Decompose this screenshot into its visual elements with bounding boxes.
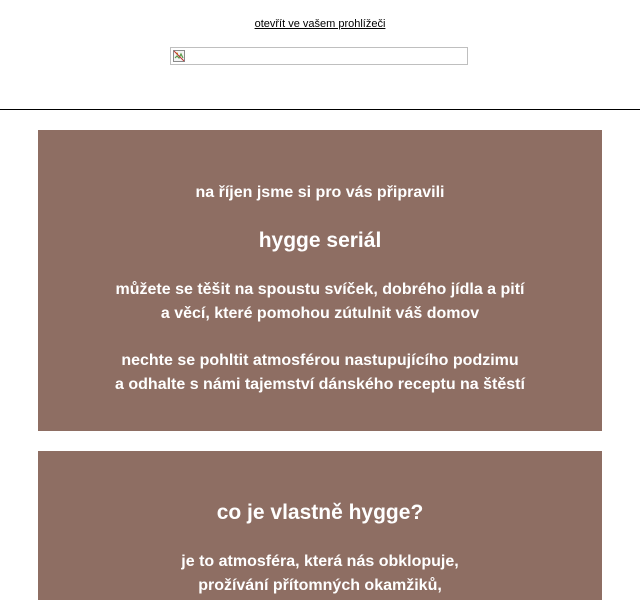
invitation-paragraph (38, 349, 602, 397)
definition-paragraph (38, 550, 602, 598)
browser-link-container (0, 17, 640, 31)
invitation-line: a odhalte s námi tajemství dánského receptu na štěstí (115, 376, 525, 393)
hygge-series-card (38, 130, 602, 431)
header-divider (0, 109, 640, 110)
description-line: a věcí, které pomohou zútulnit váš domov (160, 305, 480, 322)
section-title: co je vlastně hygge? (216, 501, 424, 524)
description-paragraph (38, 278, 602, 326)
broken-image-icon (173, 50, 185, 62)
banner-image[interactable] (170, 47, 468, 65)
description-line: můžete se těšit na spoustu svíček, dobrého jídla a pití (115, 281, 525, 298)
intro-text: na říjen jsme si pro vás připravili (195, 184, 445, 201)
invitation-line: nechte se pohltit atmosférou nastupujícího podzimu (121, 352, 519, 369)
open-in-browser-link[interactable]: otevřít ve vašem prohlížeči (254, 18, 386, 30)
definition-line: prožívání přítomných okamžiků, (198, 577, 442, 594)
what-is-hygge-card (38, 451, 602, 600)
section-title: hygge seriál (258, 229, 382, 252)
definition-line: je to atmosféra, která nás obklopuje, (181, 553, 459, 570)
